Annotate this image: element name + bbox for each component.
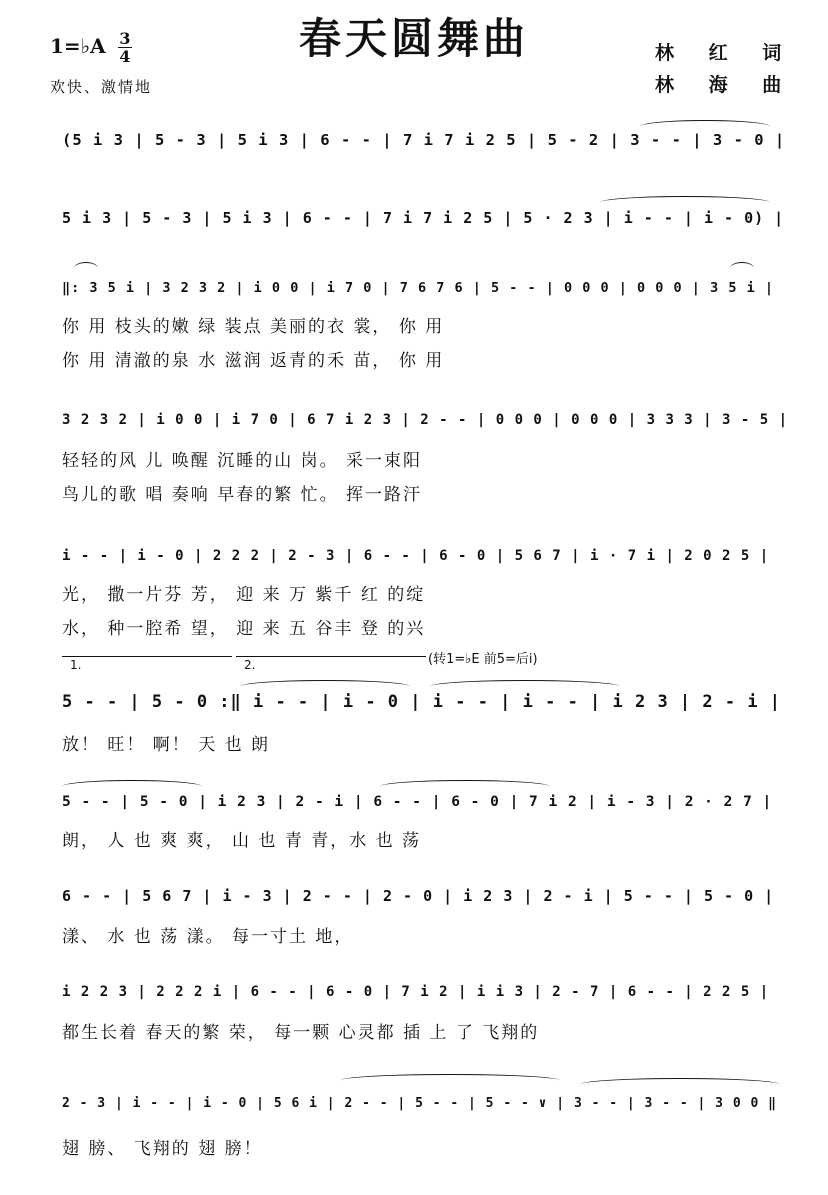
tempo-marking: 欢快、激情地 bbox=[50, 78, 153, 96]
volta-1: 1. bbox=[70, 658, 82, 672]
slur-mark bbox=[380, 780, 550, 793]
time-signature bbox=[118, 30, 132, 65]
volta-2: 2. bbox=[244, 658, 256, 672]
slur-mark bbox=[430, 680, 620, 693]
key-signature: 1=♭A bbox=[50, 34, 106, 58]
lyric-line: 放！ 旺！ 啊！ 天 也 朗 bbox=[62, 735, 271, 755]
lyric-line: 水， 种一腔希 望， 迎 来 五 谷丰 登 的兴 bbox=[62, 619, 426, 639]
slur-mark bbox=[730, 262, 754, 275]
score-notes: 5 - - | 5 - 0 | i 2 3 | 2 - i | 6 - - | 6 - 0 | 7 i 2 | i - 3 | 2 · 2 7 | bbox=[62, 794, 773, 810]
score-notes: ‖: 3 5 i | 3 2 3 2 | i 0 0 | i 7 0 | 7 6 7 6 | 5 - - | 0 0 0 | 0 0 0 | 3 5 i | bbox=[62, 280, 774, 296]
volta-line-2 bbox=[236, 656, 426, 658]
volta-line-1 bbox=[62, 656, 232, 658]
score-notes: 3 2 3 2 | i 0 0 | i 7 0 | 6 7 i 2 3 | 2 - - | 0 0 0 | 0 0 0 | 3 3 3 | 3 - 5 | bbox=[62, 412, 789, 428]
lyric-line: 光， 撒一片芬 芳， 迎 来 万 紫千 红 的绽 bbox=[62, 585, 426, 605]
meter-bottom: 4 bbox=[119, 47, 131, 66]
composer-credit: 林 海 曲 bbox=[655, 74, 796, 96]
score-notes: i - - | i - 0 | 2 2 2 | 2 - 3 | 6 - - | 6 - 0 | 5 6 7 | i · 7 i | 2 0 2 5 | bbox=[62, 548, 770, 564]
lyric-line: 鸟儿的歌 唱 奏响 早春的繁 忙。 挥一路汗 bbox=[62, 485, 423, 505]
slur-mark bbox=[62, 780, 202, 793]
slur-mark bbox=[580, 1078, 780, 1091]
score-system-1 bbox=[62, 128, 788, 188]
score-notes: (5 i 3 | 5 - 3 | 5 i 3 | 6 - - | 7 i 7 i 2 5 | 5 - 2 | 3 - - | 3 - 0 | bbox=[62, 131, 786, 149]
score-notes: 2 - 3 | i - - | i - 0 | 5 6 i | 2 - - | 5 - - | 5 - - ∨ | 3 - - | 3 - - | 3 0 0 ‖ bbox=[62, 1096, 777, 1111]
lyric-line: 你 用 清澈的泉 水 滋润 返青的禾 苗， 你 用 bbox=[62, 351, 445, 371]
meter-top: 3 bbox=[119, 29, 131, 48]
lyric-line: 朗， 人 也 爽 爽， 山 也 青 青，水 也 荡 bbox=[62, 831, 422, 851]
score-notes: 5 i 3 | 5 - 3 | 5 i 3 | 6 - - | 7 i 7 i 2 5 | 5 · 2 3 | i - - | i - 0) | bbox=[62, 209, 785, 227]
lyric-line: 翅 膀、 飞翔的 翅 膀！ bbox=[62, 1139, 263, 1159]
score-notes: 6 - - | 5 6 7 | i - 3 | 2 - - | 2 - 0 | i 2 3 | 2 - i | 5 - - | 5 - 0 | bbox=[62, 887, 775, 905]
lyric-line: 你 用 枝头的嫩 绿 装点 美丽的衣 裳， 你 用 bbox=[62, 317, 445, 337]
lyric-line: 轻轻的风 儿 唤醒 沉睡的山 岗。 采一束阳 bbox=[62, 451, 423, 471]
score-notes: i 2 2 3 | 2 2 2 i | 6 - - | 6 - 0 | 7 i 2 | i i 3 | 2 - 7 | 6 - - | 2 2 5 | bbox=[62, 984, 770, 1000]
score-system-2 bbox=[62, 206, 788, 266]
modulation-note: (转1=♭E 前5=后i) bbox=[428, 652, 538, 667]
slur-mark bbox=[600, 196, 770, 209]
slur-mark bbox=[74, 262, 98, 275]
lyric-line: 都生长着 春天的繁 荣， 每一颗 心灵都 插 上 了 飞翔的 bbox=[62, 1023, 540, 1043]
score-notes: 5 - - | 5 - 0 :‖ i - - | i - 0 | i - - | i - - | i 2 3 | 2 - i | bbox=[62, 692, 782, 712]
slur-mark bbox=[240, 680, 410, 693]
slur-mark bbox=[640, 120, 770, 133]
song-title: 春天圆舞曲 bbox=[298, 14, 529, 63]
lyricist-credit: 林 红 词 bbox=[655, 42, 796, 64]
lyric-line: 漾、 水 也 荡 漾。 每一寸土 地， bbox=[62, 927, 354, 947]
slur-mark bbox=[340, 1074, 560, 1087]
